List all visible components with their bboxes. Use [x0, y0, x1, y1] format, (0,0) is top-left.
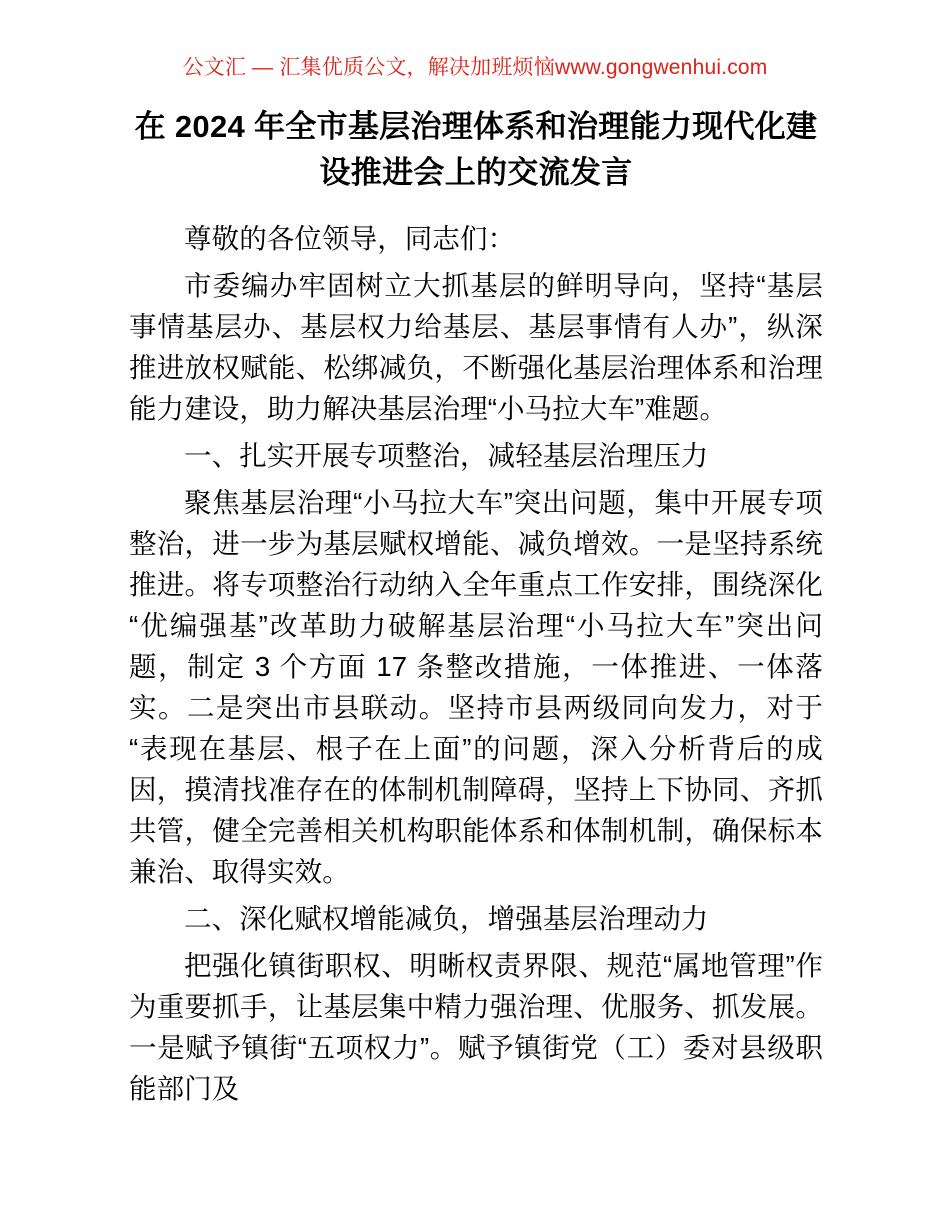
- salutation: 尊敬的各位领导，同志们：: [184, 223, 516, 254]
- document-blocks: [129, 265, 823, 1109]
- body-paragraph: 市委编办牢固树立大抓基层的鲜明导向，坚持“基层事情基层办、基层权力给基层、基层事情有人办”，纵深推进放权赋能、松绑减负，不断强化基层治理体系和治理能力建设，助力解决基层治理“小马拉大车”难题。: [129, 270, 823, 424]
- page-title: 在 2024 年全市基层治理体系和治理能力现代化建设推进会上的交流发言: [134, 109, 818, 190]
- document-body: [129, 104, 823, 1109]
- watermark-url: www.gongwenhui.com: [554, 56, 768, 79]
- body-paragraph: 把强化镇街职权、明晰权责界限、规范“属地管理”作为重要抓手，让基层集中精力强治理、优服务、抓发展。一是赋予镇街“五项权力”。赋予镇街党（工）委对县级职能部门及: [129, 950, 823, 1104]
- site-watermark-header: [0, 54, 950, 82]
- section-heading: 一、扎实开展专项整治，减轻基层治理压力: [184, 440, 709, 471]
- section-heading: 二、深化赋权增能减负，增强基层治理动力: [184, 903, 709, 934]
- body-paragraph: 聚焦基层治理“小马拉大车”突出问题，集中开展专项整治，进一步为基层赋权增能、减负增效。一是坚持系统推进。将专项整治行动纳入全年重点工作安排，围绕深化“优编强基”改革助力破解基层治理“小马拉大车”突出问题，制定 3 个方面 17 条整改措施，一体推进、一体落实。二是突出市县联动。坚持市县两级同向发力，对于“表现在基层、根子在上面”的问题，深入分析背后的成因，摸清找准存在的体制机制障碍，坚持上下协同、齐抓共管，健全完善相关机构职能体系和体制机制，确保标本兼治、取得实效。: [129, 487, 823, 887]
- watermark-slogan: 公文汇 — 汇集优质公文，解决加班烦恼: [182, 56, 555, 79]
